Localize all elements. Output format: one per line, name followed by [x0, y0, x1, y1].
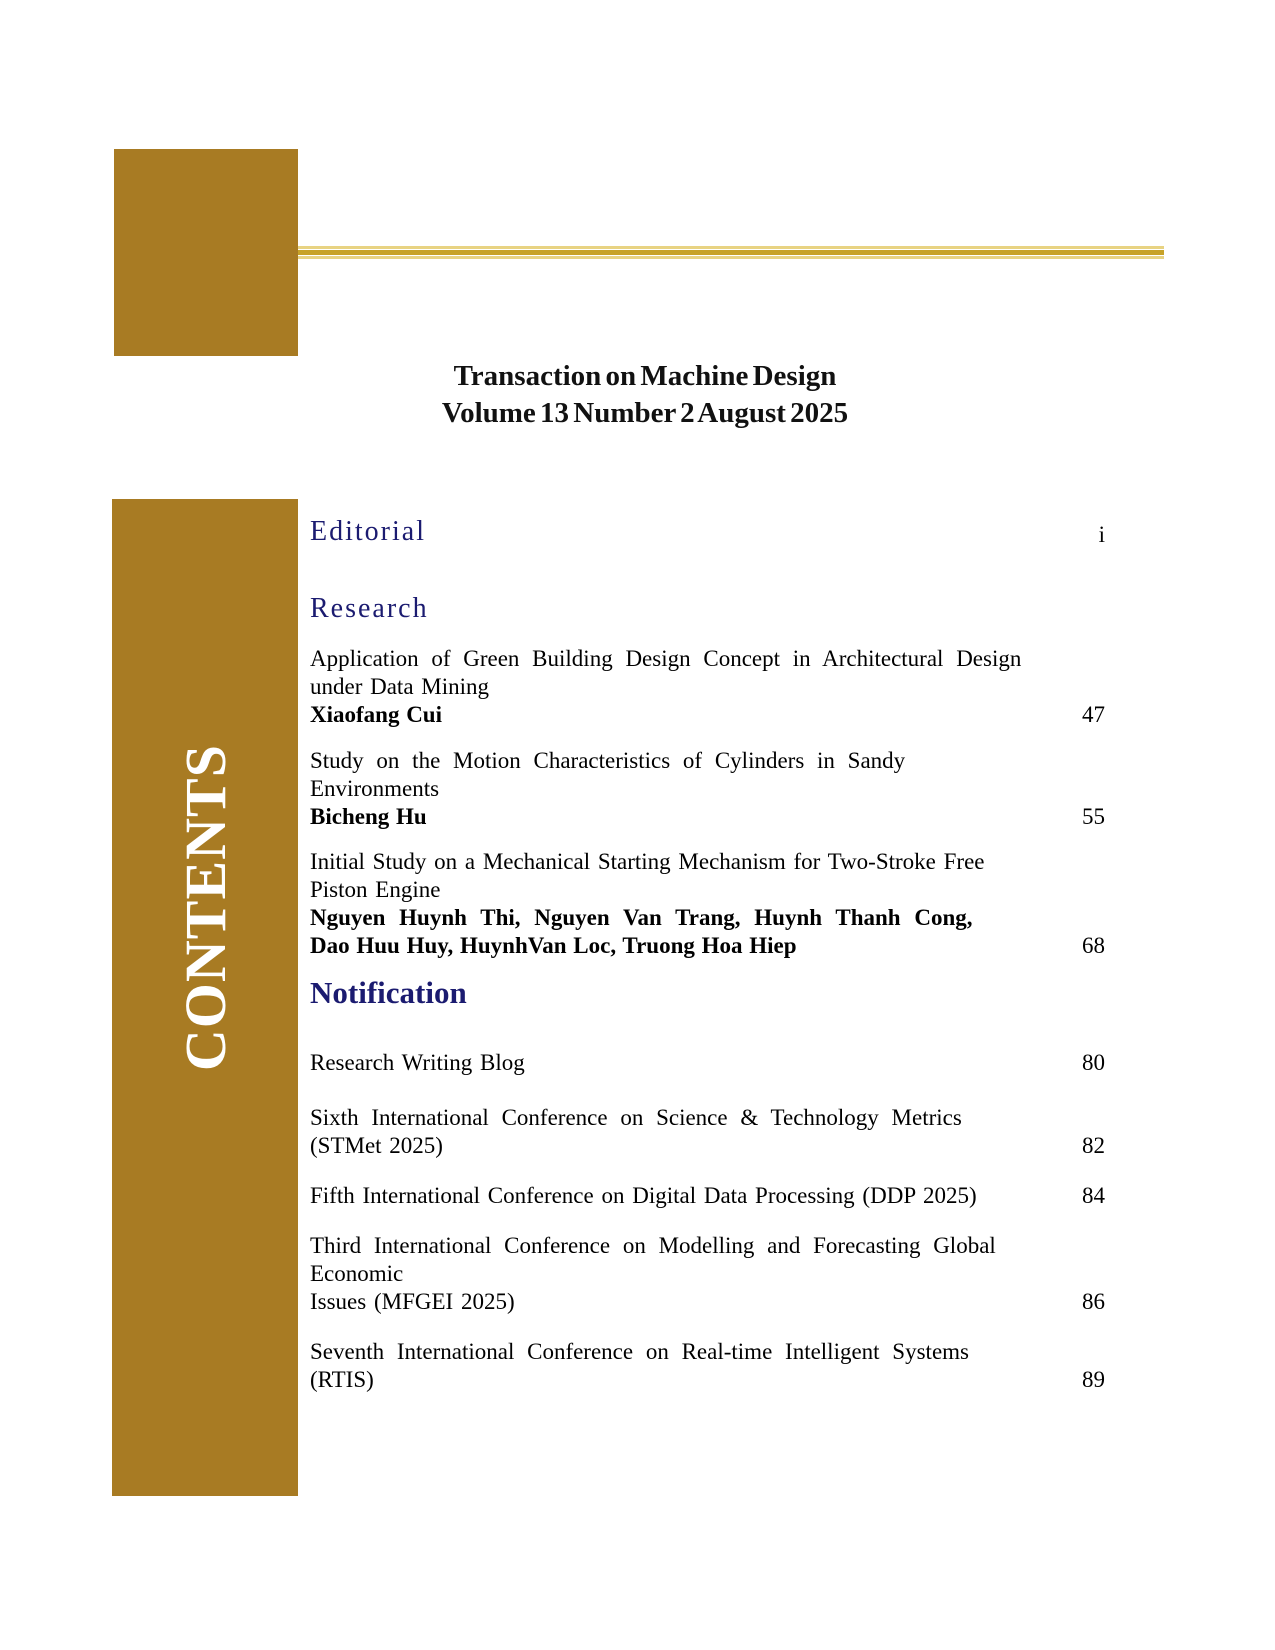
article-authors-line: Dao Huu Huy, HuynhVan Loc, Truong Hoa Hiep	[310, 933, 797, 958]
editorial-heading[interactable]: Editorial	[310, 516, 426, 547]
toc-entry	[310, 1182, 1105, 1210]
article-title-line[interactable]: Application of Green Building Design Concept in Architectural Design	[310, 646, 1022, 671]
toc-entry	[310, 848, 1105, 960]
toc-entry	[310, 1104, 1105, 1160]
page-number: 80	[1082, 1050, 1105, 1075]
toc-entry	[310, 1338, 1105, 1394]
article-title-line[interactable]: Study on the Motion Characteristics of Cylinders in Sandy Environments	[310, 748, 906, 801]
notification-title-line[interactable]: Research Writing Blog	[310, 1050, 525, 1075]
contents-sidebar	[112, 499, 298, 1496]
article-authors-line: Bicheng Hu	[310, 804, 427, 829]
page-number: 84	[1082, 1183, 1105, 1208]
toc-entry	[310, 747, 1105, 831]
page-number: i	[1098, 522, 1105, 547]
notification-title-line[interactable]: Third International Conference on Modelling and Forecasting Global Economic	[310, 1233, 996, 1286]
journal-title: Transaction on Machine Design	[453, 360, 837, 392]
notification-title-line[interactable]: Seventh International Conference on Real-time Intelligent Systems (RTIS)	[310, 1339, 969, 1392]
toc-body	[310, 505, 1105, 1394]
toc-entry	[310, 645, 1105, 729]
notification-title-line[interactable]: Issues (MFGEI 2025)	[310, 1289, 515, 1314]
research-section-heading: Research	[310, 593, 429, 624]
journal-volume-issue: Volume 13 Number 2 August 2025	[441, 397, 849, 429]
article-title-line[interactable]: under Data Mining	[310, 674, 490, 699]
page-number: 89	[1082, 1367, 1105, 1392]
notification-title-line[interactable]: Sixth International Conference on Science & Technology Metrics	[310, 1105, 962, 1130]
article-authors-line: Xiaofang Cui	[310, 702, 442, 727]
page-number: 86	[1082, 1289, 1105, 1314]
contents-vertical-label: CONTENTS	[172, 743, 238, 1072]
page-number: 47	[1082, 702, 1105, 727]
page-number: 55	[1082, 804, 1105, 829]
decorative-brown-block	[114, 149, 298, 356]
article-title-line[interactable]: Initial Study on a Mechanical Starting Mechanism for Two-Stroke Free Piston Engine	[310, 849, 985, 902]
notification-title-line[interactable]: Fifth International Conference on Digital Data Processing (DDP 2025)	[310, 1183, 977, 1208]
article-authors-line: Nguyen Huynh Thi, Nguyen Van Trang, Huynh Thanh Cong,	[310, 905, 973, 930]
journal-masthead	[260, 358, 1030, 432]
notification-title-line[interactable]: (STMet 2025)	[310, 1133, 443, 1158]
toc-entry	[310, 1049, 1105, 1077]
gold-divider-rule	[298, 246, 1164, 259]
page-number: 82	[1082, 1133, 1105, 1158]
toc-entry	[310, 1232, 1105, 1316]
notification-section-heading: Notification	[310, 975, 467, 1010]
toc-entry-editorial	[310, 515, 1105, 549]
page-number: 68	[1082, 933, 1105, 958]
